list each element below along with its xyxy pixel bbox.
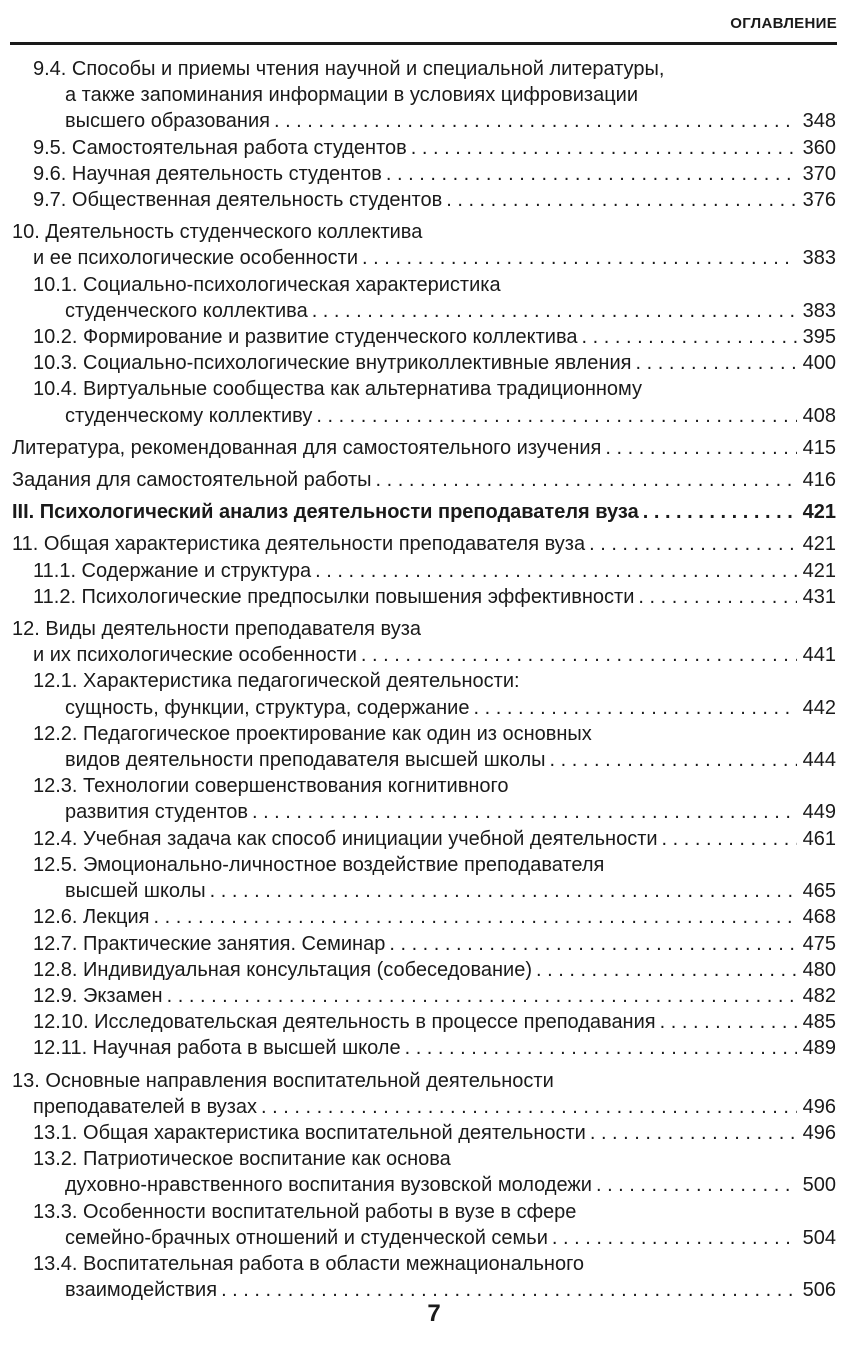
toc-entry-page-number: 421: [802, 533, 836, 556]
toc-entry[interactable]: [0, 187, 868, 213]
dot-leader: [638, 584, 796, 610]
dot-leader: [446, 187, 796, 213]
toc-entry[interactable]: [0, 376, 868, 428]
toc-entry[interactable]: [0, 531, 868, 557]
toc-entry-title-line: 9.5. Самостоятельная работа студентов: [33, 136, 407, 159]
toc-entry-title-line: высшей школы: [65, 880, 206, 903]
toc-entry-title-line: 12. Виды деятельности преподавателя вуза: [12, 618, 422, 641]
dot-leader: [376, 467, 797, 493]
toc-entry[interactable]: [0, 1009, 868, 1035]
toc-entry[interactable]: [0, 324, 868, 350]
toc-entry-title-line: 12.6. Лекция: [33, 906, 150, 929]
toc-entry-title-line: 12.9. Экзамен: [33, 984, 163, 1007]
toc-entry-page-number: 442: [802, 696, 836, 719]
toc-entry-title-line: 13.2. Патриотическое воспитание как основа: [33, 1148, 451, 1171]
toc-entry-title-line: 13.4. Воспитательная работа в области межнационального: [33, 1252, 585, 1275]
dot-leader: [312, 298, 797, 324]
toc-entry-page-number: 348: [802, 110, 836, 133]
toc-entry-page-number: 468: [802, 906, 836, 929]
toc-entry[interactable]: [0, 435, 868, 461]
toc-entry-page-number: 482: [802, 984, 836, 1007]
toc-entry[interactable]: [0, 721, 868, 773]
toc-entry-page-number: 416: [802, 469, 836, 492]
dot-leader: [315, 558, 796, 584]
toc-entry-title-line: 13.1. Общая характеристика воспитательной деятельности: [33, 1121, 586, 1144]
toc-entry[interactable]: [0, 931, 868, 957]
toc-entry-title-line: 13.3. Особенности воспитательной работы в вузе в сфере: [33, 1200, 577, 1223]
dot-leader: [552, 1225, 797, 1251]
dot-leader: [405, 1035, 797, 1061]
toc-entry-title-line: взаимодействия: [65, 1279, 218, 1302]
toc-entry-page-number: 376: [802, 189, 836, 212]
toc-entry-title-line: видов деятельности преподавателя высшей школы: [65, 749, 546, 772]
toc-entry[interactable]: [0, 983, 868, 1009]
toc-entry-title-line: и их психологические особенности: [33, 644, 357, 667]
toc-entry[interactable]: [0, 161, 868, 187]
toc-entry[interactable]: [0, 1146, 868, 1198]
toc-entry-title-line: 12.10. Исследовательская деятельность в процессе преподавания: [33, 1011, 656, 1034]
toc-entry[interactable]: [0, 219, 868, 271]
toc-entry-page-number: 415: [802, 436, 836, 459]
toc-entry[interactable]: [0, 826, 868, 852]
toc-entry-title-line: а также запоминания информации в условиях цифровизации: [65, 84, 639, 107]
toc-entry-page-number: 431: [802, 585, 836, 608]
toc-entry-title-line: студенческому коллективу: [65, 404, 313, 427]
toc-entry-page-number: 421: [802, 501, 836, 524]
toc-entry[interactable]: [0, 467, 868, 493]
toc-entry-title-line: развития студентов: [65, 801, 248, 824]
toc-entry-title-line: 13. Основные направления воспитательной деятельности: [12, 1069, 554, 1092]
toc-entry[interactable]: [0, 668, 868, 720]
dot-leader: [596, 1172, 797, 1198]
toc-entry-page-number: 496: [802, 1095, 836, 1118]
toc-entry[interactable]: [0, 1251, 868, 1303]
toc-entry-title-line: 12.4. Учебная задача как способ инициации учебной деятельности: [33, 827, 658, 850]
dot-leader: [362, 245, 797, 271]
toc-entry-page-number: 485: [802, 1011, 836, 1034]
toc-entry-page-number: 421: [802, 559, 836, 582]
toc-entry-page-number: 465: [802, 880, 836, 903]
toc-entry[interactable]: [0, 1068, 868, 1120]
dot-leader: [635, 350, 796, 376]
toc-entry-title-line: 11.1. Содержание и структура: [33, 559, 312, 582]
toc-entry-title-line: III. Психологический анализ деятельности преподавателя вуза: [12, 501, 639, 524]
toc-entry-page-number: 461: [802, 827, 836, 850]
table-of-contents: [0, 56, 868, 1303]
dot-leader: [167, 983, 797, 1009]
dot-leader: [590, 1120, 797, 1146]
toc-entry-title-line: 12.1. Характеристика педагогической деятельности:: [33, 670, 520, 693]
toc-entry-title-line: 12.5. Эмоционально-личностное воздействие преподавателя: [33, 853, 605, 876]
toc-entry-title-line: 10.3. Социально-психологические внутриколлективные явления: [33, 352, 632, 375]
dot-leader: [473, 695, 796, 721]
toc-entry-page-number: 408: [802, 404, 836, 427]
running-header: [10, 6, 837, 45]
toc-entry[interactable]: [0, 135, 868, 161]
toc-entry-page-number: 500: [802, 1174, 836, 1197]
toc-entry-page-number: 444: [802, 749, 836, 772]
toc-entry-title-line: сущность, функции, структура, содержание: [65, 696, 470, 719]
dot-leader: [261, 1094, 797, 1120]
toc-entry-page-number: 360: [802, 136, 836, 159]
toc-entry-title-line: 10. Деятельность студенческого коллектива: [12, 221, 423, 244]
dot-leader: [589, 531, 797, 557]
toc-entry[interactable]: [0, 616, 868, 668]
toc-entry-page-number: 496: [802, 1121, 836, 1144]
toc-entry-title-line: семейно-брачных отношений и студенческой семьи: [65, 1226, 548, 1249]
toc-entry-page-number: 370: [802, 162, 836, 185]
dot-leader: [660, 1009, 797, 1035]
dot-leader: [274, 108, 797, 134]
toc-entry-title-line: студенческого коллектива: [65, 299, 308, 322]
toc-entry-title-line: 12.8. Индивидуальная консультация (собеседование): [33, 958, 532, 981]
toc-entry-title-line: 11.2. Психологические предпосылки повышения эффективности: [33, 585, 635, 608]
dot-leader: [386, 161, 797, 187]
dot-leader: [361, 642, 797, 668]
header-title: ОГЛАВЛЕНИЕ: [730, 15, 837, 32]
toc-entry-page-number: 506: [802, 1279, 836, 1302]
toc-entry-title-line: преподавателей в вузах: [33, 1095, 258, 1118]
toc-entry[interactable]: [0, 56, 868, 135]
toc-entry-title-line: высшего образования: [65, 110, 270, 133]
toc-entry[interactable]: [0, 1035, 868, 1061]
toc-entry[interactable]: [0, 558, 868, 584]
toc-entry-page-number: 441: [802, 644, 836, 667]
toc-entry-title-line: 12.2. Педагогическое проектирование как один из основных: [33, 722, 592, 745]
dot-leader: [605, 435, 796, 461]
toc-entry-page-number: 504: [802, 1226, 836, 1249]
toc-entry-title-line: 12.7. Практические занятия. Семинар: [33, 932, 386, 955]
toc-entry-title-line: Литература, рекомендованная для самостоятельного изучения: [12, 436, 602, 459]
dot-leader: [252, 799, 797, 825]
toc-entry-title-line: 10.4. Виртуальные сообщества как альтернатива традиционному: [33, 378, 643, 401]
toc-entry-page-number: 449: [802, 801, 836, 824]
dot-leader: [643, 499, 797, 525]
toc-entry-page-number: 400: [802, 352, 836, 375]
page-number: 7: [427, 1300, 441, 1327]
toc-entry[interactable]: [0, 1199, 868, 1251]
toc-entry-title-line: 9.6. Научная деятельность студентов: [33, 162, 382, 185]
dot-leader: [582, 324, 797, 350]
toc-entry[interactable]: [0, 272, 868, 324]
toc-entry-page-number: 383: [802, 247, 836, 270]
toc-entry-title-line: Задания для самостоятельной работы: [12, 469, 372, 492]
toc-entry-title-line: духовно-нравственного воспитания вузовской молодежи: [65, 1174, 592, 1197]
toc-entry[interactable]: [0, 499, 868, 525]
toc-entry-page-number: 395: [802, 326, 836, 349]
toc-entry-page-number: 383: [802, 299, 836, 322]
toc-entry[interactable]: [0, 852, 868, 904]
toc-entry-title-line: 10.2. Формирование и развитие студенческого коллектива: [33, 326, 578, 349]
toc-entry[interactable]: [0, 773, 868, 825]
toc-entry-title-line: 12.11. Научная работа в высшей школе: [33, 1037, 401, 1060]
toc-entry-title-line: 12.3. Технологии совершенствования когнитивного: [33, 775, 509, 798]
toc-entry[interactable]: [0, 1120, 868, 1146]
toc-entry-title-line: 11. Общая характеристика деятельности преподавателя вуза: [12, 533, 586, 556]
dot-leader: [389, 931, 796, 957]
toc-entry-title-line: и ее психологические особенности: [33, 247, 358, 270]
dot-leader: [550, 747, 797, 773]
toc-entry-title-line: 9.4. Способы и приемы чтения научной и специальной литературы,: [33, 58, 665, 80]
dot-leader: [662, 826, 797, 852]
toc-entry[interactable]: [0, 350, 868, 376]
toc-entry[interactable]: [0, 904, 868, 930]
toc-entry-page-number: 475: [802, 932, 836, 955]
toc-entry-page-number: 480: [802, 958, 836, 981]
toc-entry[interactable]: [0, 957, 868, 983]
dot-leader: [411, 135, 797, 161]
toc-entry[interactable]: [0, 584, 868, 610]
dot-leader: [154, 904, 797, 930]
dot-leader: [210, 878, 797, 904]
toc-entry-title-line: 10.1. Социально-психологическая характеристика: [33, 273, 501, 296]
dot-leader: [316, 403, 796, 429]
toc-entry-title-line: 9.7. Общественная деятельность студентов: [33, 189, 443, 212]
dot-leader: [536, 957, 797, 983]
toc-entry-page-number: 489: [802, 1037, 836, 1060]
